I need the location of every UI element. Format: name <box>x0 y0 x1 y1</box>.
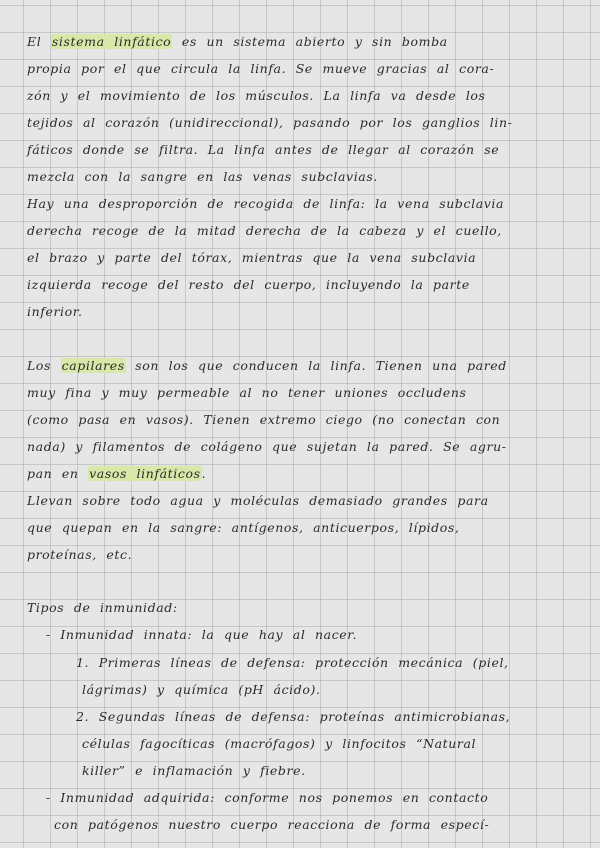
text-line: células fagocíticas (macrófagos) y linfocitos “Natural <box>82 736 477 751</box>
text-line: killer” e inflamación y fiebre. <box>82 763 306 778</box>
text-line: proteínas, etc. <box>27 547 133 562</box>
text-line: propia por el que circula la linfa. Se mueve gracias al cora- <box>27 61 495 76</box>
text-line: con patógenos nuestro cuerpo reacciona de forma especí- <box>54 817 490 832</box>
text-line: fáticos donde se filtra. La linfa antes de llegar al corazón se <box>27 142 500 157</box>
text-line: tejidos al corazón (unidireccional), pasando por los ganglios lin- <box>27 115 513 130</box>
text-line: El sistema linfático es un sistema abierto y sin bomba <box>27 34 448 49</box>
text-line: lágrimas) y química (pH ácido). <box>82 682 321 697</box>
section-heading: Tipos de inmunidad: <box>27 600 178 615</box>
text-line: mezcla con la sangre en las venas subclavias. <box>27 169 378 184</box>
highlighted-term: capilares <box>61 358 125 373</box>
text-line: Llevan sobre todo agua y moléculas demasiado grandes para <box>27 493 489 508</box>
highlighted-term: sistema linfático <box>51 34 172 49</box>
text-line: muy fina y muy permeable al no tener uniones occludens <box>27 385 467 400</box>
text-line: derecha recoge de la mitad derecha de la cabeza y el cuello, <box>27 223 502 238</box>
text-line: izquierda recoge del resto del cuerpo, incluyendo la parte <box>27 277 470 292</box>
text-line: Hay una desproporción de recogida de linfa: la vena subclavia <box>27 196 505 211</box>
highlighted-term: vasos linfáticos <box>89 466 201 481</box>
list-item: - Inmunidad innata: la que hay al nacer. <box>46 627 358 642</box>
text-line: Los capilares son los que conducen la linfa. Tienen una pared <box>27 358 507 373</box>
text-line: inferior. <box>27 304 83 319</box>
list-item: 2. Segundas líneas de defensa: proteínas antimicrobianas, <box>76 709 511 724</box>
text-line: (como pasa en vasos). Tienen extremo ciego (no conectan con <box>27 412 501 427</box>
text-line: que quepan en la sangre: antígenos, anticuerpos, lípidos, <box>27 520 460 535</box>
text-line: el brazo y parte del tórax, mientras que la vena subclavia <box>27 250 477 265</box>
text-line: zón y el movimiento de los músculos. La linfa va desde los <box>27 88 486 103</box>
text-line: pan en vasos linfáticos. <box>27 466 207 481</box>
list-item: 1. Primeras líneas de defensa: protección mecánica (piel, <box>76 655 509 670</box>
text-line: nada) y filamentos de colágeno que sujetan la pared. Se agru- <box>27 439 507 454</box>
list-item: - Inmunidad adquirida: conforme nos ponemos en contacto <box>46 790 489 805</box>
